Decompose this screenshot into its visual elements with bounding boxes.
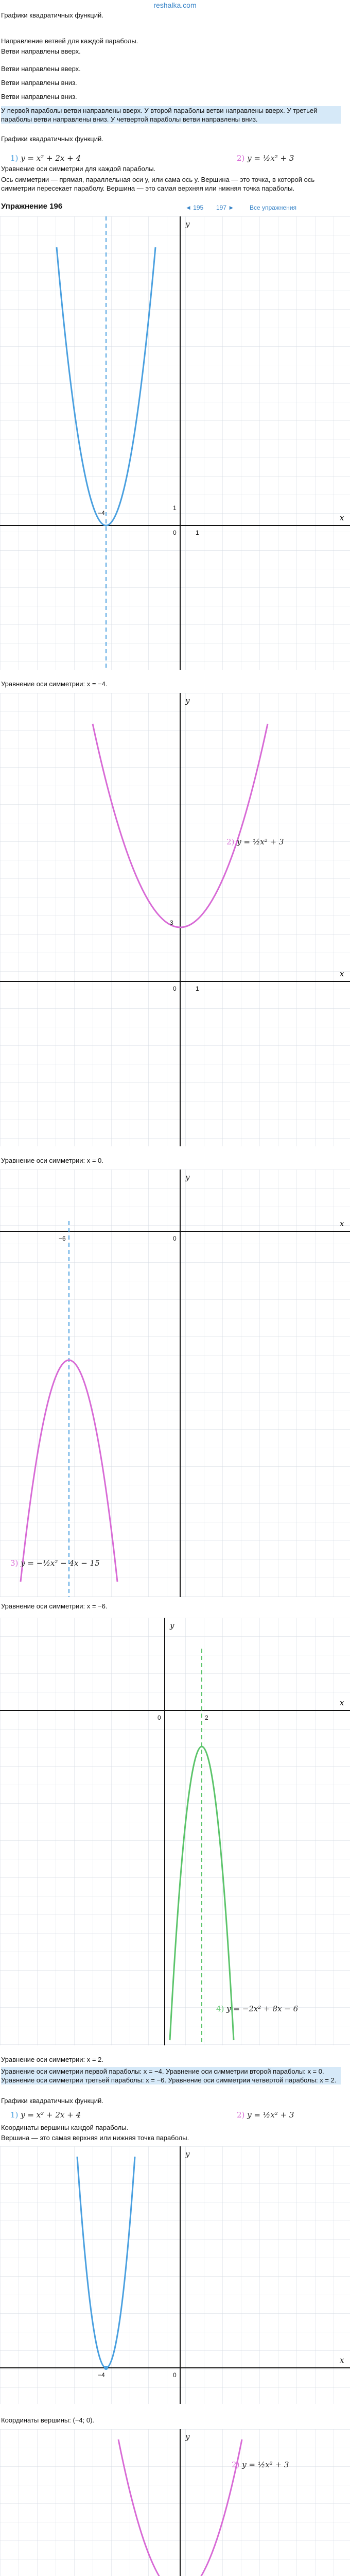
formula-2-repeat-lhs: y = [247,2110,263,2120]
vertex-definition: Вершина — это самая верхняя или нижняя точка параболы. [1,2134,189,2142]
vertices-label: Координаты вершины каждой параболы. [1,2124,129,2131]
unit-y-label: 1 [173,504,177,512]
y-axis-label: y [185,219,190,229]
y-axis-label: y [170,1621,174,1630]
graph-2 [0,693,350,1146]
intro-line-3: Ветви направлены вверх. [1,47,81,55]
origin-label: 0 [173,1235,177,1242]
formula-3-rest: ½x² − 4x − 15 [43,1558,100,1568]
unit-x-label: 1 [196,529,199,536]
formula-2-graph6-rest: ½x² + 3 [257,2460,289,2469]
y-axis-label: y [185,696,190,705]
formula-2-repeat-rest: ½x² + 3 [262,2110,294,2120]
x-axis-label: x [340,1219,344,1228]
graph-3 [0,1170,350,1597]
y-axis-label: y [185,2432,190,2442]
exercise-title: Упражнение 196 [1,202,63,211]
formula-3-index: 3) [10,1558,19,1568]
origin-label: 0 [173,529,177,536]
graph-3-svg [0,1170,350,1597]
ex-prompt-label: Уравнение оси симметрии для каждой параболы. [1,165,156,173]
formula-2-inline-lhs: y = [237,837,253,846]
vertex-x-label: 2 [205,1714,208,1721]
formula-3-lhs: y = − [21,1558,43,1568]
caption-2: Уравнение оси симметрии: x = 0. [1,1157,103,1164]
formula-4 [216,2004,298,2013]
intro-line-5: Ветви направлены вниз. [1,79,77,87]
graph-5-svg [0,2146,350,2404]
y-axis-label: y [185,2149,190,2159]
grid-background [0,1170,350,1597]
grid-background [0,216,350,670]
intro-line-6: Ветви направлены вниз. [1,93,77,100]
formula-2-repeat [237,2110,294,2120]
formula-1-repeat-rest: ² + 2x + 4 [41,2110,81,2120]
intro-line-7: Графики квадратичных функций. [1,135,103,143]
summary-axes: Уравнение оси симметрии первой параболы: x = −4. Уравнение оси симметрии второй параболы: x = 0. Уравнение оси симметрии третьей параболы: x = −6. Уравнение оси симметрии четвертой параболы: x = 2. [1,2067,341,2084]
formula-1-lhs: y = x [21,154,41,163]
caption-3: Уравнение оси симметрии: x = −6. [1,1602,108,1610]
origin-label: 0 [173,2371,177,2379]
formula-1-repeat-lhs: y = x [21,2110,41,2120]
formula-2-inline [226,837,284,846]
formula-4-index: 4) [216,2004,224,2013]
formula-1-index: 1) [10,154,19,163]
graph-1-svg [0,216,350,670]
vertex-caption-1: Координаты вершины: (−4; 0). [1,2416,95,2424]
formula-2-rest: ½x² + 3 [262,154,294,163]
graph-5 [0,2146,350,2404]
formula-2-lhs: y = [247,154,263,163]
origin-label: 0 [157,1714,161,1721]
graph-6 [0,2429,350,2576]
vertex-x-label: −4 [98,510,105,517]
caption-4: Уравнение оси симметрии: x = 2. [1,2056,103,2063]
grid-background [0,693,350,1146]
vertex-point [104,2366,108,2370]
origin-label: 0 [173,985,177,992]
formula-2-graph6-index: 2) [232,2460,240,2469]
x-axis-label: x [340,1698,344,1707]
formula-2-graph6-lhs: y = [242,2460,258,2469]
formula-4-rest: ² + 8x − 6 [258,2004,299,2013]
intro-line-2: Направление ветвей для каждой параболы. [1,37,138,45]
grid-background [0,1618,350,2045]
graph-6-svg [0,2429,350,2576]
x-axis-label: x [340,969,344,978]
nav-all-link[interactable]: Все упражнения [250,204,297,211]
intro-line-1: Графики квадратичных функций. [1,11,103,19]
graph-2-svg [0,693,350,1146]
formula-1-repeat-index: 1) [10,2110,19,2120]
graph-4 [0,1618,350,2045]
nav-prev-link[interactable]: ◄ 195 [185,204,204,211]
formula-1-rest: ² + 2x + 4 [41,154,81,163]
graph-4-svg [0,1618,350,2045]
intro-line-4: Ветви направлены вверх. [1,65,81,73]
grid-background [0,2429,350,2576]
vertex-x-label: −6 [59,1235,66,1242]
nav-next-link[interactable]: 197 ► [216,204,235,211]
formula-2-repeat-index: 2) [237,2110,245,2120]
ex-axis-definition: Ось симметрии — прямая, параллельная оси y, или сама ось y. Вершина — это точка, в которой ось симметрии пересекает параболу. Вершина — это самая верхняя или нижняя точка параболы. [1,176,315,192]
formula-1-repeat [10,2110,81,2120]
unit-x-label: 1 [196,985,199,992]
x-axis-label: x [340,2355,344,2365]
site-name[interactable]: reshalka.com [153,1,197,9]
x-axis-label: x [340,513,344,522]
intro-summary: У первой параболы ветви направлены вверх. У второй параболы ветви направлены вверх. У третьей параболы ветви направлены вниз. У четвертой параболы ветви направлены вниз. [1,106,341,124]
formula-2-inline-rest: ½x² + 3 [252,837,284,846]
formula-2 [237,154,294,163]
vertex-x-label: −4 [98,2371,105,2379]
formula-2-graph6 [232,2460,289,2469]
formula-4-lhs: y = −2x [226,2004,258,2013]
formula-1 [10,154,81,163]
graphs-2-label: Графики квадратичных функций. [1,2097,103,2105]
formula-2-inline-index: 2) [226,837,235,846]
formula-2-index: 2) [237,154,245,163]
caption-1: Уравнение оси симметрии: x = −4. [1,680,108,688]
formula-3 [10,1558,100,1568]
y-axis-label: y [185,1173,190,1182]
graph-1 [0,216,350,670]
grid-background [0,2146,350,2404]
vertex-y-label: 3 [170,919,173,926]
